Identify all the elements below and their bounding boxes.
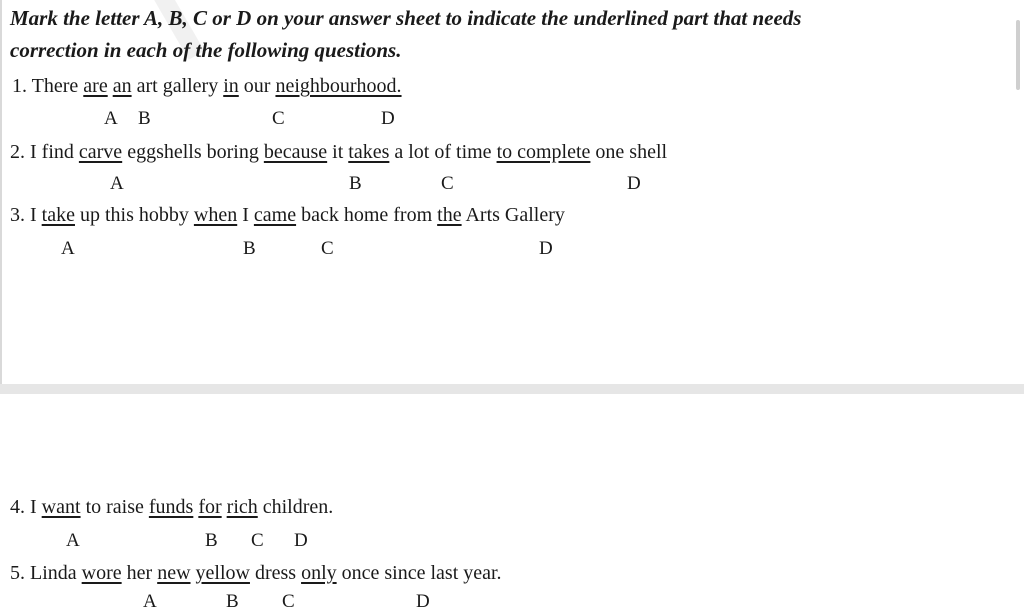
q2-label-a: A [110, 173, 124, 194]
q4-label-c: C [251, 530, 264, 551]
q3-label-a: A [61, 238, 75, 259]
question-2: 2. I find carve eggshells boring because it takes a lot of time to complete one shell [10, 141, 668, 163]
question-3: 3. I take up this hobby when I came back home from the Arts Gallery [10, 204, 565, 226]
q4-label-a: A [66, 530, 80, 551]
q4-option-b[interactable]: funds [148, 496, 194, 518]
q5-label-a: A [143, 591, 157, 612]
q5-label-b: B [226, 591, 239, 612]
q1-label-c: C [272, 108, 285, 129]
page-edge [0, 0, 2, 384]
q5-option-b[interactable]: new [157, 562, 191, 584]
q3-option-b[interactable]: when [193, 204, 238, 226]
q2-option-b[interactable]: because [263, 141, 328, 163]
q1-label-a: A [104, 108, 118, 129]
q1-option-b[interactable]: an [112, 75, 132, 97]
q3-label-d: D [539, 238, 553, 259]
q3-option-d[interactable]: the [437, 204, 462, 226]
q1-option-a[interactable]: are [83, 75, 108, 97]
q3-label-b: B [243, 238, 256, 259]
q2-option-a[interactable]: carve [78, 141, 123, 163]
q3-option-c[interactable]: came [253, 204, 297, 226]
q5-option-d[interactable]: only [301, 562, 337, 584]
q3-label-c: C [321, 238, 334, 259]
instruction-line-2: correction in each of the following questions. [10, 38, 402, 62]
question-5: 5. Linda wore her new yellow dress only once since last year. [10, 562, 502, 584]
q1-option-c[interactable]: in [223, 75, 239, 97]
q3-option-a[interactable]: take [41, 204, 75, 226]
q4-option-d[interactable]: rich [226, 496, 258, 518]
q1-option-d[interactable]: neighbourhood. [275, 75, 402, 97]
q2-label-c: C [441, 173, 454, 194]
q2-label-b: B [349, 173, 362, 194]
q4-label-d: D [294, 530, 308, 551]
q4-option-c[interactable]: for [198, 496, 222, 518]
q4-option-a[interactable]: want [41, 496, 81, 518]
q1-label-b: B [138, 108, 151, 129]
q4-label-b: B [205, 530, 218, 551]
q5-label-c: C [282, 591, 295, 612]
q5-option-a[interactable]: wore [81, 562, 122, 584]
scrollbar[interactable] [1016, 20, 1020, 90]
q2-label-d: D [627, 173, 641, 194]
q5-option-c[interactable]: yellow [195, 562, 250, 584]
q1-label-d: D [381, 108, 395, 129]
question-4: 4. I want to raise funds for rich children. [10, 496, 334, 518]
page-separator [0, 384, 1024, 394]
q2-option-c[interactable]: takes [348, 141, 390, 163]
question-1: 1. There are an art gallery in our neighbourhood. [12, 75, 402, 97]
q2-option-d[interactable]: to complete [496, 141, 591, 163]
instruction-line-1: Mark the letter A, B, C or D on your answer sheet to indicate the underlined part that needs [10, 6, 802, 30]
q5-label-d: D [416, 591, 430, 612]
